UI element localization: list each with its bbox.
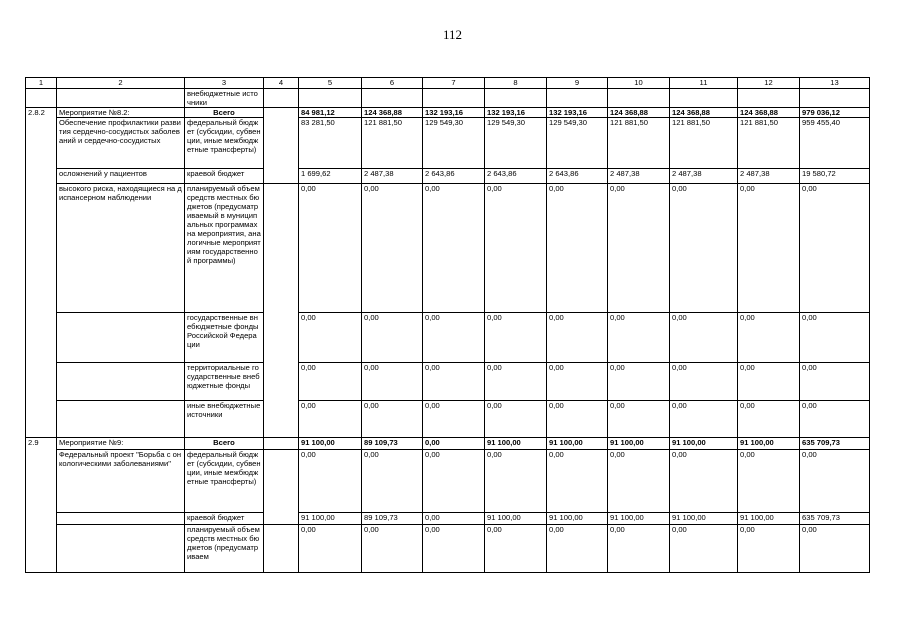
table-cell: 0,00: [738, 184, 800, 313]
budget-table: [25, 77, 870, 573]
table-body: [26, 78, 870, 573]
table-cell: [264, 450, 299, 525]
table-cell: Мероприятие №9:: [57, 438, 185, 450]
table-cell: [738, 89, 800, 108]
table-cell: 91 100,00: [608, 438, 670, 450]
table-cell: 0,00: [423, 450, 485, 513]
table-cell: 91 100,00: [738, 438, 800, 450]
table-cell: 91 100,00: [738, 513, 800, 525]
table-cell: [264, 525, 299, 573]
table-cell: 0,00: [800, 184, 870, 313]
table-cell: 0,00: [800, 363, 870, 401]
table-cell: 124 368,88: [670, 108, 738, 118]
table-cell: [608, 89, 670, 108]
table-cell: 83 281,50: [299, 118, 362, 169]
table-cell: 0,00: [670, 450, 738, 513]
table-cell: 0,00: [800, 401, 870, 438]
table-cell: 0,00: [485, 363, 547, 401]
table-row: [26, 108, 870, 118]
table-cell: [423, 89, 485, 108]
column-header-2: 2: [57, 78, 185, 89]
table-cell: [299, 89, 362, 108]
table-cell: 132 193,16: [485, 108, 547, 118]
column-header-3: 3: [185, 78, 264, 89]
table-cell: 2.9: [26, 438, 57, 573]
table-cell: 0,00: [547, 525, 608, 573]
table-cell: 0,00: [670, 313, 738, 363]
column-header-12: 12: [738, 78, 800, 89]
table-cell: 121 881,50: [738, 118, 800, 169]
table-row: [26, 525, 870, 573]
table-row: [26, 169, 870, 184]
table-cell: 0,00: [800, 313, 870, 363]
table-cell: 84 981,12: [299, 108, 362, 118]
table-cell: 0,00: [362, 525, 423, 573]
table-cell: [264, 438, 299, 450]
table-cell: внебюджетные источники: [185, 89, 264, 108]
table-cell: 0,00: [299, 401, 362, 438]
table-cell: [547, 89, 608, 108]
table-cell: Мероприятие №8.2:: [57, 108, 185, 118]
table-cell: 0,00: [547, 401, 608, 438]
table-cell: 124 368,88: [738, 108, 800, 118]
table-cell: 129 549,30: [423, 118, 485, 169]
table-cell: федеральный бюджет (субсидии, субвенции, иные межбюджетные трансферты): [185, 118, 264, 169]
table-cell: краевой бюджет: [185, 169, 264, 184]
table-cell: 0,00: [738, 363, 800, 401]
column-header-1: 1: [26, 78, 57, 89]
table-cell: 91 100,00: [547, 438, 608, 450]
table-cell: [57, 525, 185, 573]
table-cell: 121 881,50: [670, 118, 738, 169]
table-cell: [800, 89, 870, 108]
table-cell: федеральный бюджет (субсидии, субвенции, иные межбюджетные трансферты): [185, 450, 264, 513]
table-cell: 2 487,38: [362, 169, 423, 184]
table-row: [26, 118, 870, 169]
table-cell: 0,00: [670, 363, 738, 401]
table-cell: 0,00: [485, 401, 547, 438]
table-cell: 124 368,88: [608, 108, 670, 118]
table-cell: 0,00: [485, 450, 547, 513]
table-cell: [57, 401, 185, 438]
table-cell: 0,00: [670, 184, 738, 313]
column-header-8: 8: [485, 78, 547, 89]
table-cell: 124 368,88: [362, 108, 423, 118]
table-cell: 129 549,30: [485, 118, 547, 169]
table-cell: 0,00: [547, 363, 608, 401]
table-cell: 0,00: [738, 525, 800, 573]
table-cell: 0,00: [485, 184, 547, 313]
table-cell: территориальные государственные внебюджетные фонды: [185, 363, 264, 401]
table-row: [26, 184, 870, 313]
table-row: [26, 438, 870, 450]
table-cell: [670, 89, 738, 108]
table-cell: 0,00: [800, 525, 870, 573]
table-cell: 0,00: [299, 313, 362, 363]
table-cell: 0,00: [423, 363, 485, 401]
table-cell: 0,00: [800, 450, 870, 513]
table-cell: 121 881,50: [608, 118, 670, 169]
table-row: [26, 89, 870, 108]
table-cell: планируемый объем средств местных бюджетов (предусматриваем: [185, 525, 264, 573]
table-cell: 0,00: [362, 184, 423, 313]
table-cell: 2 643,86: [485, 169, 547, 184]
table-cell: [57, 363, 185, 401]
table-cell: Федеральный проект "Борьба с онкологическими заболеваниями": [57, 450, 185, 513]
table-cell: 0,00: [547, 184, 608, 313]
table-cell: 2 487,38: [608, 169, 670, 184]
table-cell: [264, 89, 299, 108]
table-row: [26, 401, 870, 438]
table-cell: 19 580,72: [800, 169, 870, 184]
table-cell: 91 100,00: [608, 513, 670, 525]
table-cell: [264, 184, 299, 438]
table-cell: [362, 89, 423, 108]
table-cell: 0,00: [423, 525, 485, 573]
table-cell: Всего: [185, 108, 264, 118]
table-cell: 91 100,00: [670, 438, 738, 450]
table-cell: 0,00: [485, 525, 547, 573]
table-cell: 0,00: [608, 401, 670, 438]
table-cell: 91 100,00: [670, 513, 738, 525]
table-cell: 0,00: [299, 525, 362, 573]
table-cell: планируемый объем средств местных бюджетов (предусматриваемый в муниципальных программах на мероприятия, аналогичные мероприятиям государственной программы): [185, 184, 264, 313]
table-cell: 2 643,86: [547, 169, 608, 184]
table-cell: 2.8.2: [26, 108, 57, 438]
column-header-6: 6: [362, 78, 423, 89]
page-number: 112: [442, 27, 463, 42]
column-header-9: 9: [547, 78, 608, 89]
table-cell: 0,00: [423, 313, 485, 363]
column-header-11: 11: [670, 78, 738, 89]
table-row: [26, 313, 870, 363]
table-cell: 635 709,73: [800, 438, 870, 450]
table-cell: 91 100,00: [485, 438, 547, 450]
column-header-4: 4: [264, 78, 299, 89]
table-row: [26, 450, 870, 513]
table-cell: 0,00: [670, 401, 738, 438]
table-cell: 0,00: [608, 184, 670, 313]
table-header-row: [26, 78, 870, 89]
table-cell: 91 100,00: [299, 513, 362, 525]
table-cell: 0,00: [362, 450, 423, 513]
table-cell: 0,00: [608, 450, 670, 513]
table-cell: 0,00: [299, 450, 362, 513]
table-cell: 0,00: [670, 525, 738, 573]
column-header-13: 13: [800, 78, 870, 89]
table-cell: 635 709,73: [800, 513, 870, 525]
table-cell: 0,00: [608, 363, 670, 401]
table-cell: 132 193,16: [423, 108, 485, 118]
table-cell: 2 643,86: [423, 169, 485, 184]
table-cell: 0,00: [362, 363, 423, 401]
table-cell: 91 100,00: [299, 438, 362, 450]
table-cell: иные внебюджетные источники: [185, 401, 264, 438]
table-cell: 0,00: [423, 438, 485, 450]
table-cell: [57, 513, 185, 525]
table-cell: 0,00: [547, 450, 608, 513]
table-cell: 91 100,00: [485, 513, 547, 525]
table-row: [26, 363, 870, 401]
table-row: [26, 513, 870, 525]
table-cell: 132 193,16: [547, 108, 608, 118]
table-cell: 0,00: [362, 313, 423, 363]
table-cell: [485, 89, 547, 108]
table-cell: 979 036,12: [800, 108, 870, 118]
table-cell: 0,00: [423, 184, 485, 313]
table-cell: Всего: [185, 438, 264, 450]
table-cell: 0,00: [608, 313, 670, 363]
table-cell: [57, 89, 185, 108]
table-cell: краевой бюджет: [185, 513, 264, 525]
table-cell: 91 100,00: [547, 513, 608, 525]
table-cell: высокого риска, находящиеся на диспансерном наблюдении: [57, 184, 185, 313]
column-header-5: 5: [299, 78, 362, 89]
table-cell: 0,00: [362, 401, 423, 438]
table-cell: [264, 108, 299, 184]
table-cell: 2 487,38: [670, 169, 738, 184]
table-cell: 0,00: [738, 313, 800, 363]
table-cell: осложнений у пациентов: [57, 169, 185, 184]
table-cell: 0,00: [738, 450, 800, 513]
table-cell: 0,00: [423, 401, 485, 438]
table-cell: 0,00: [738, 401, 800, 438]
table-cell: [26, 89, 57, 108]
table-cell: 89 109,73: [362, 438, 423, 450]
table-cell: 1 699,62: [299, 169, 362, 184]
table-cell: 0,00: [608, 525, 670, 573]
table-cell: 0,00: [423, 513, 485, 525]
table-cell: 0,00: [299, 363, 362, 401]
table-cell: 0,00: [485, 313, 547, 363]
table-cell: 2 487,38: [738, 169, 800, 184]
table-cell: [57, 313, 185, 363]
table-cell: 129 549,30: [547, 118, 608, 169]
column-header-7: 7: [423, 78, 485, 89]
table-cell: Обеспечение профилактики развития сердечно-сосудистых заболеваний и сердечно-сосудистых: [57, 118, 185, 169]
table-cell: 121 881,50: [362, 118, 423, 169]
column-header-10: 10: [608, 78, 670, 89]
table-cell: 959 455,40: [800, 118, 870, 169]
table-cell: 0,00: [299, 184, 362, 313]
table-cell: 89 109,73: [362, 513, 423, 525]
table-cell: государственные внебюджетные фонды Российской Федерации: [185, 313, 264, 363]
table-cell: 0,00: [547, 313, 608, 363]
